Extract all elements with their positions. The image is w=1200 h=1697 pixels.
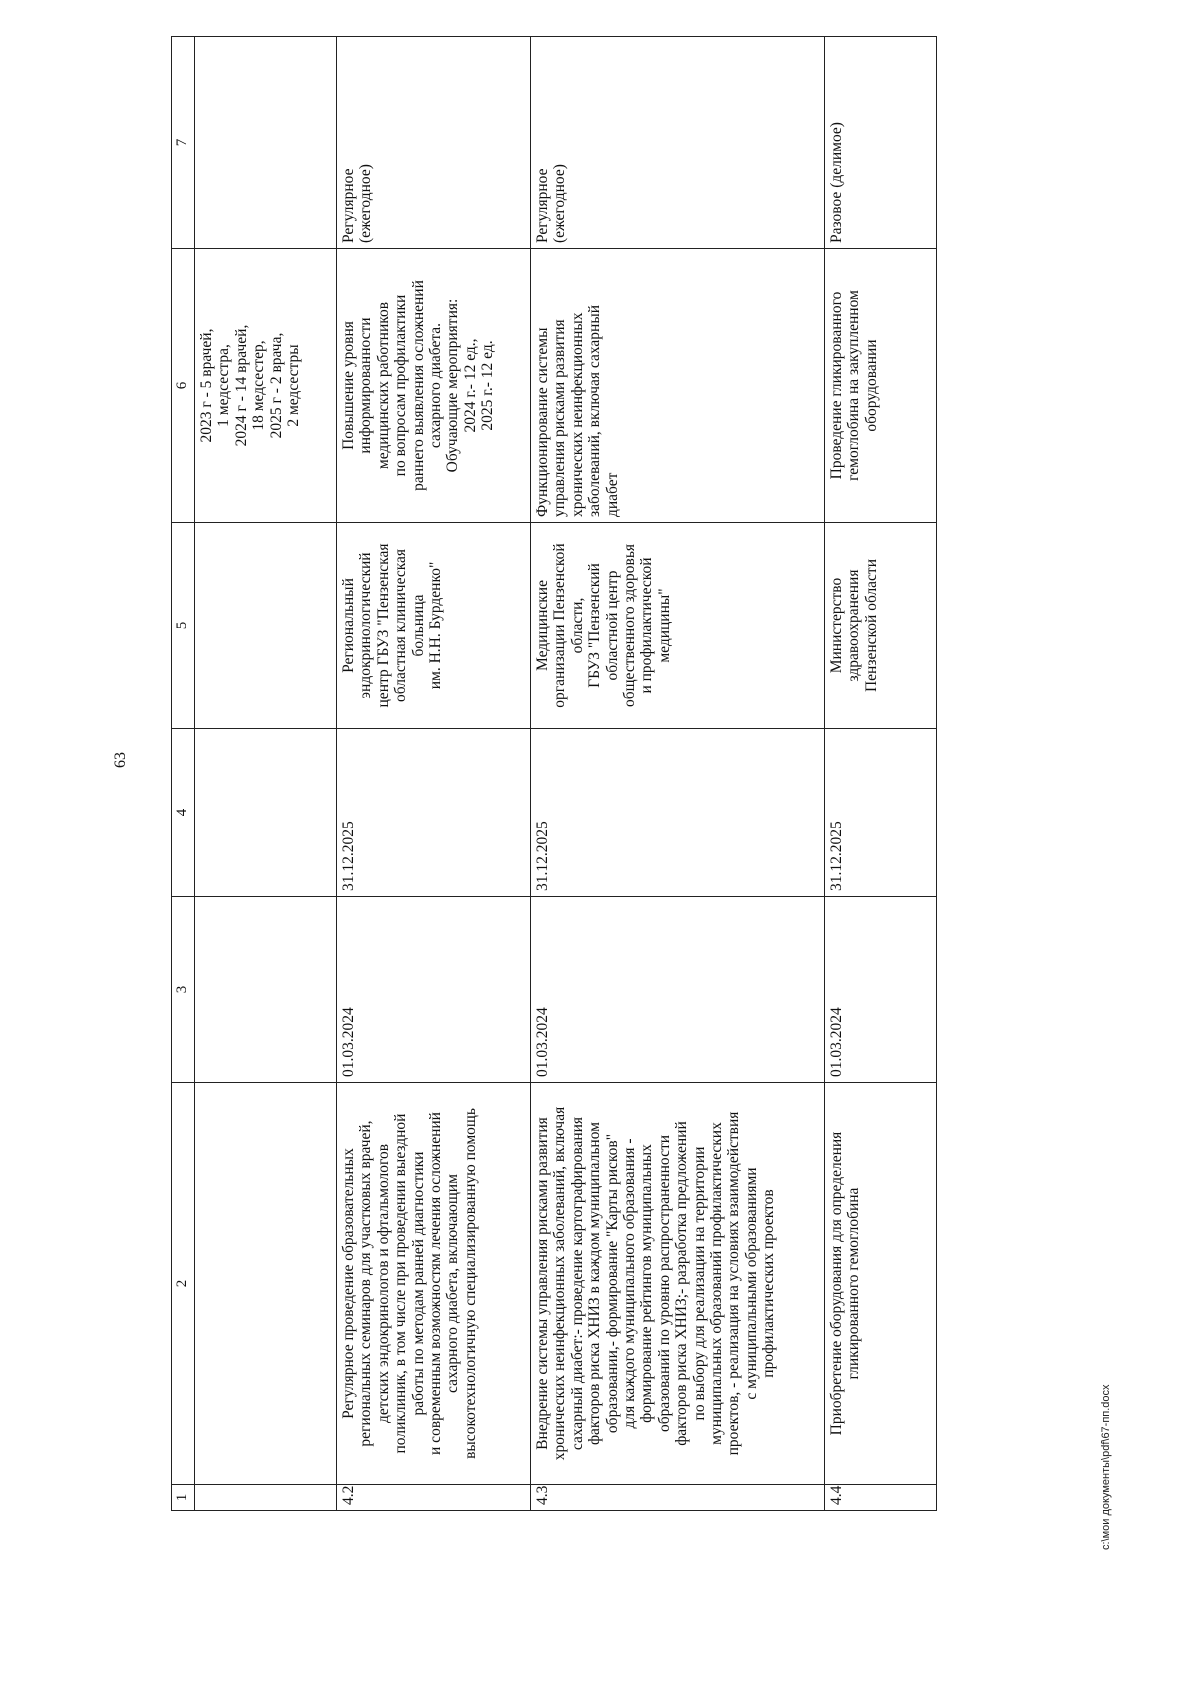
event-type-cell	[195, 37, 337, 249]
executor-cell: Медицинские организации Пензенской области, ГБУЗ "Пензенский областной центр общественного здоровья и профилактической медицины"	[531, 523, 825, 729]
end-date-cell: 31.12.2025	[531, 729, 825, 897]
result-cell: 2023 г - 5 врачей, 1 медсестра, 2024 г - 14 врачей, 18 медсестер, 2025 г - 2 врача, 2 медсестры	[195, 249, 337, 523]
start-date-cell: 01.03.2024	[825, 897, 937, 1083]
event-cell: Внедрение системы управления рисками развития хронических неинфекционных заболеваний, включая сахарный диабет:- проведение картографирования факторов риска ХНИЗ в каждом муниципальном образовании,- формирование "Карты рисков" для каждого муниципального образования - формирование рейтингов муниципальных образований по уровню распространенности факторов риска ХНИЗ;- разработка предложений по выбору для реализации на территории муниципальных образований профилактических проектов, - реализация на условиях взаимодействия с муниципальными образованиями профилактических проектов	[531, 1083, 825, 1485]
result-cell: Проведение гликированного гемоглобина на закупленном оборудовании	[825, 249, 937, 523]
event-type-cell: Регулярное (ежегодное)	[337, 37, 531, 249]
document-path: c:\мои документы\pdf\67-пп.docx	[1100, 1384, 1112, 1550]
executor-cell	[195, 523, 337, 729]
header-cell: 5	[172, 523, 195, 729]
row-number: 4.4	[825, 1485, 937, 1511]
table-row	[825, 37, 937, 1511]
table-row	[531, 37, 825, 1511]
end-date-cell	[195, 729, 337, 897]
header-cell: 1	[172, 1485, 195, 1511]
event-cell	[195, 1083, 337, 1485]
header-cell: 7	[172, 37, 195, 249]
rotated-page	[100, 0, 1120, 1560]
executor-cell: Региональный эндокринологический центр ГБУЗ "Пензенская областная клиническая больница им. Н.Н. Бурденко"	[337, 523, 531, 729]
result-cell: Функционирование системы управления рисками развития хронических неинфекционных заболеваний, включая сахарный диабет	[531, 249, 825, 523]
event-cell: Приобретение оборудования для определения гликированного гемоглобина	[825, 1083, 937, 1485]
event-type-cell: Разовое (делимое)	[825, 37, 937, 249]
start-date-cell: 01.03.2024	[531, 897, 825, 1083]
header-cell: 2	[172, 1083, 195, 1485]
event-type-cell: Регулярное (ежегодное)	[531, 37, 825, 249]
page-number: 63	[112, 752, 129, 768]
row-number: 4.3	[531, 1485, 825, 1511]
table-row	[337, 37, 531, 1511]
header-cell: 3	[172, 897, 195, 1083]
header-cell: 4	[172, 729, 195, 897]
row-number	[195, 1485, 337, 1511]
header-cell: 6	[172, 249, 195, 523]
end-date-cell: 31.12.2025	[825, 729, 937, 897]
start-date-cell: 01.03.2024	[337, 897, 531, 1083]
row-number: 4.2	[337, 1485, 531, 1511]
result-cell: Повышение уровня информированности медицинских работников по вопросам профилактики раннего выявления осложнений сахарного диабета. Обучающие мероприятия: 2024 г.- 12 ед., 2025 г.- 12 ед.	[337, 249, 531, 523]
event-cell: Регулярное проведение образовательных региональных семинаров для участковых врачей, детских эндокринологов и офтальмологов поликлиник, в том числе при проведении выездной работы по методам ранней диагностики и современным возможностям лечения осложнений сахарного диабета, включающим высокотехнологичную специализированную помощь	[337, 1083, 531, 1485]
table-row	[195, 37, 337, 1511]
end-date-cell: 31.12.2025	[337, 729, 531, 897]
measures-table	[171, 36, 937, 1511]
executor-cell: Министерство здравоохранения Пензенской области	[825, 523, 937, 729]
start-date-cell	[195, 897, 337, 1083]
table-header-row	[172, 37, 195, 1511]
